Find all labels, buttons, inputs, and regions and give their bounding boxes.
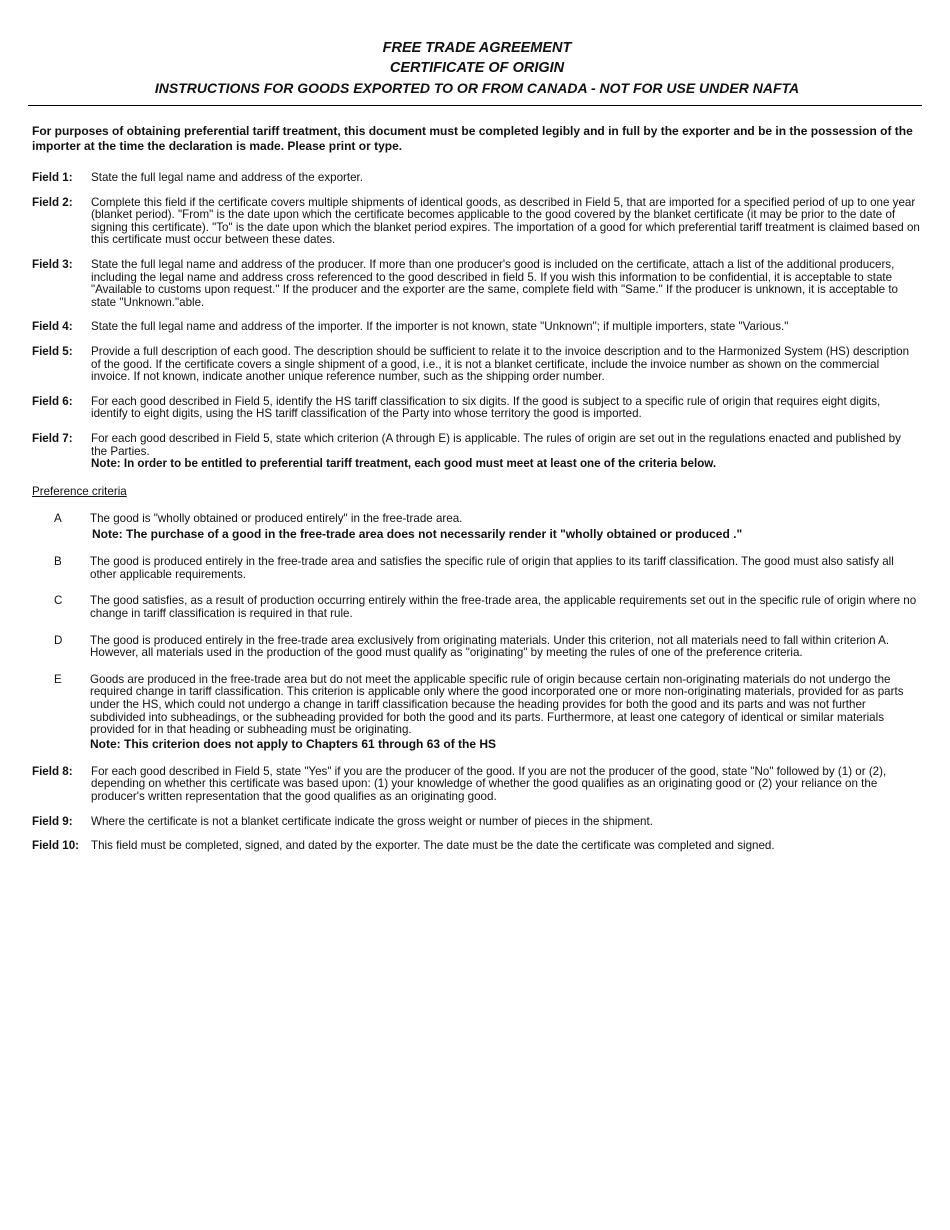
header-instructions-title: INSTRUCTIONS FOR GOODS EXPORTED TO OR FROM CANADA - NOT FOR USE UNDER NAFTA (154, 80, 800, 96)
field-5-instruction (32, 346, 922, 384)
header-divider (28, 105, 922, 106)
field-text: This field must be completed, signed, and dated by the exporter. The date must be the date the certificate was completed and signed. (91, 839, 775, 853)
field-text: For each good described in Field 5, state "Yes" if you are the producer of the good. If you are not the producer of the good, state "No" followed by (1) or (2), depending on whether this certificate was based upon: (1) your knowledge of whether the good qualifies as an originating good or (2) your reliance on the producer's written representation that the good qualifies as an originating good. (91, 764, 887, 803)
header-subtitle: CERTIFICATE OF ORIGIN (389, 60, 565, 76)
field-7-note: Note: In order to be entitled to preferential tariff treatment, each good must meet at least one of the criteria below. (91, 457, 717, 471)
field-3-instruction (32, 259, 922, 309)
field-label: Field 3: (32, 257, 73, 271)
criterion-a (32, 513, 922, 543)
header-title: FREE TRADE AGREEMENT (382, 40, 572, 56)
field-4-instruction (32, 321, 922, 334)
field-7-instruction (32, 433, 922, 471)
criterion-text: Goods are produced in the free-trade area but do not meet the applicable specific rule of origin because certain non-originating materials do not undergo the required change in tariff classification. This criterion is applicable only where the good incorporated one or more non-originating materials, provided for as parts under the HS, which could not undergo a change in tariff classification because the heading provides for both the good and its parts and was not further subdivided into subheadings, or the subheading provided for both the good and its parts. Furthermore, at least one category of identical or similar materials provided for in that heading or subheading must be originating. (90, 672, 904, 737)
field-text: For each good described in Field 5, state which criterion (A through E) is applicable. The rules of origin are set out in the regulations enacted and published by the Parties. (91, 431, 901, 458)
field-label: Field 4: (32, 320, 73, 334)
intro-paragraph: For purposes of obtaining preferential tariff treatment, this document must be completed legibly and in full by the exporter and be in the possession of the importer at the time the declaration is made. Please print or type. (32, 124, 913, 153)
criterion-text: The good is "wholly obtained or produced entirely" in the free-trade area. (90, 511, 463, 525)
field-label: Field 9: (32, 814, 73, 828)
criterion-label: D (54, 633, 63, 647)
field-label: Field 2: (32, 195, 73, 209)
field-label: Field 8: (32, 764, 73, 778)
field-text: State the full legal name and address of the importer. If the importer is not known, state "Unknown"; if multiple importers, state "Various." (91, 320, 789, 334)
field-label: Field 5: (32, 344, 73, 358)
field-text: State the full legal name and address of the exporter. (91, 171, 363, 184)
criterion-text: The good satisfies, as a result of production occurring entirely within the free-trade area, the applicable requirements set out in the specific rule of origin where no change in tariff classification is required in that rule. (90, 594, 917, 621)
field-text: State the full legal name and address of the producer. If more than one producer's good is included on the certificate, attach a list of the additional producers, including the legal name and address cross referenced to the good described in field 5. If you wish this information to be confidential, it is acceptable to state "Available to customs upon request." If the producer and the exporter are the same, complete field with "Same." If the producer is unknown, it is acceptable to state "Unknown."able. (91, 257, 898, 309)
field-label: Field 6: (32, 394, 73, 408)
field-label: Field 1: (32, 171, 73, 184)
field-6-instruction (32, 396, 922, 421)
criterion-c (32, 595, 922, 620)
field-1-instruction (32, 172, 922, 185)
field-text: For each good described in Field 5, identify the HS tariff classification to six digits. If the good is subject to a specific rule of origin that requires eight digits, identify to eight digits, using the HS tariff classification of the Party into whose territory the good is imported. (91, 394, 881, 421)
field-text: Provide a full description of each good. The description should be sufficient to relate it to the invoice description and to the Harmonized System (HS) description of the good. If the certificate covers a single shipment of a good, i.e., it is not a blanket certificate, include the invoice number as shown on the commercial invoice. If not known, indicate another unique reference number, such as the shipping order number. (91, 344, 910, 384)
field-text: Where the certificate is not a blanket certificate indicate the gross weight or number of pieces in the shipment. (91, 814, 653, 828)
field-8-instruction (32, 766, 922, 804)
criterion-e (32, 674, 922, 752)
criterion-d (32, 635, 922, 660)
criterion-text: The good is produced entirely in the free-trade area and satisfies the specific rule of origin that applies to its tariff classification. The good must also satisfy all other applicable requirements. (90, 555, 894, 581)
field-text: Complete this field if the certificate covers multiple shipments of identical goods, as described in Field 5, that are imported for a specified period of up to one year (blanket period). "From" is the date upon which the certificate becomes applicable to the good covered by the blanket certificate (it may be prior to the date of signing this certificate). "To" is the date upon which the blanket period expires. The importation of a good for which preferential tariff treatment is claimed based on this certificate must occur between these dates. (91, 195, 920, 247)
preference-criteria-heading: Preference criteria (32, 484, 127, 498)
criterion-label: A (54, 511, 62, 525)
criterion-text: The good is produced entirely in the free-trade area exclusively from originating materials. Under this criterion, not all materials need to fall within criterion A. However, all materials used in the production of the good must qualify as "originating" by meeting the rules of one of the preference criteria. (90, 633, 890, 660)
field-9-instruction (32, 816, 922, 829)
criterion-label: E (54, 672, 62, 686)
field-2-instruction (32, 197, 922, 247)
criterion-a-note: Note: The purchase of a good in the free-trade area does not necessarily render it "wholly obtained or produced ." (92, 527, 743, 542)
criterion-e-note: Note: This criterion does not apply to Chapters 61 through 63 of the HS (90, 736, 497, 751)
field-label: Field 10: (32, 839, 80, 853)
field-10-instruction (32, 840, 922, 853)
document-header (32, 38, 922, 98)
criterion-b (32, 556, 922, 581)
criterion-label: C (54, 594, 63, 608)
field-label: Field 7: (32, 431, 73, 445)
criterion-label: B (54, 555, 62, 569)
